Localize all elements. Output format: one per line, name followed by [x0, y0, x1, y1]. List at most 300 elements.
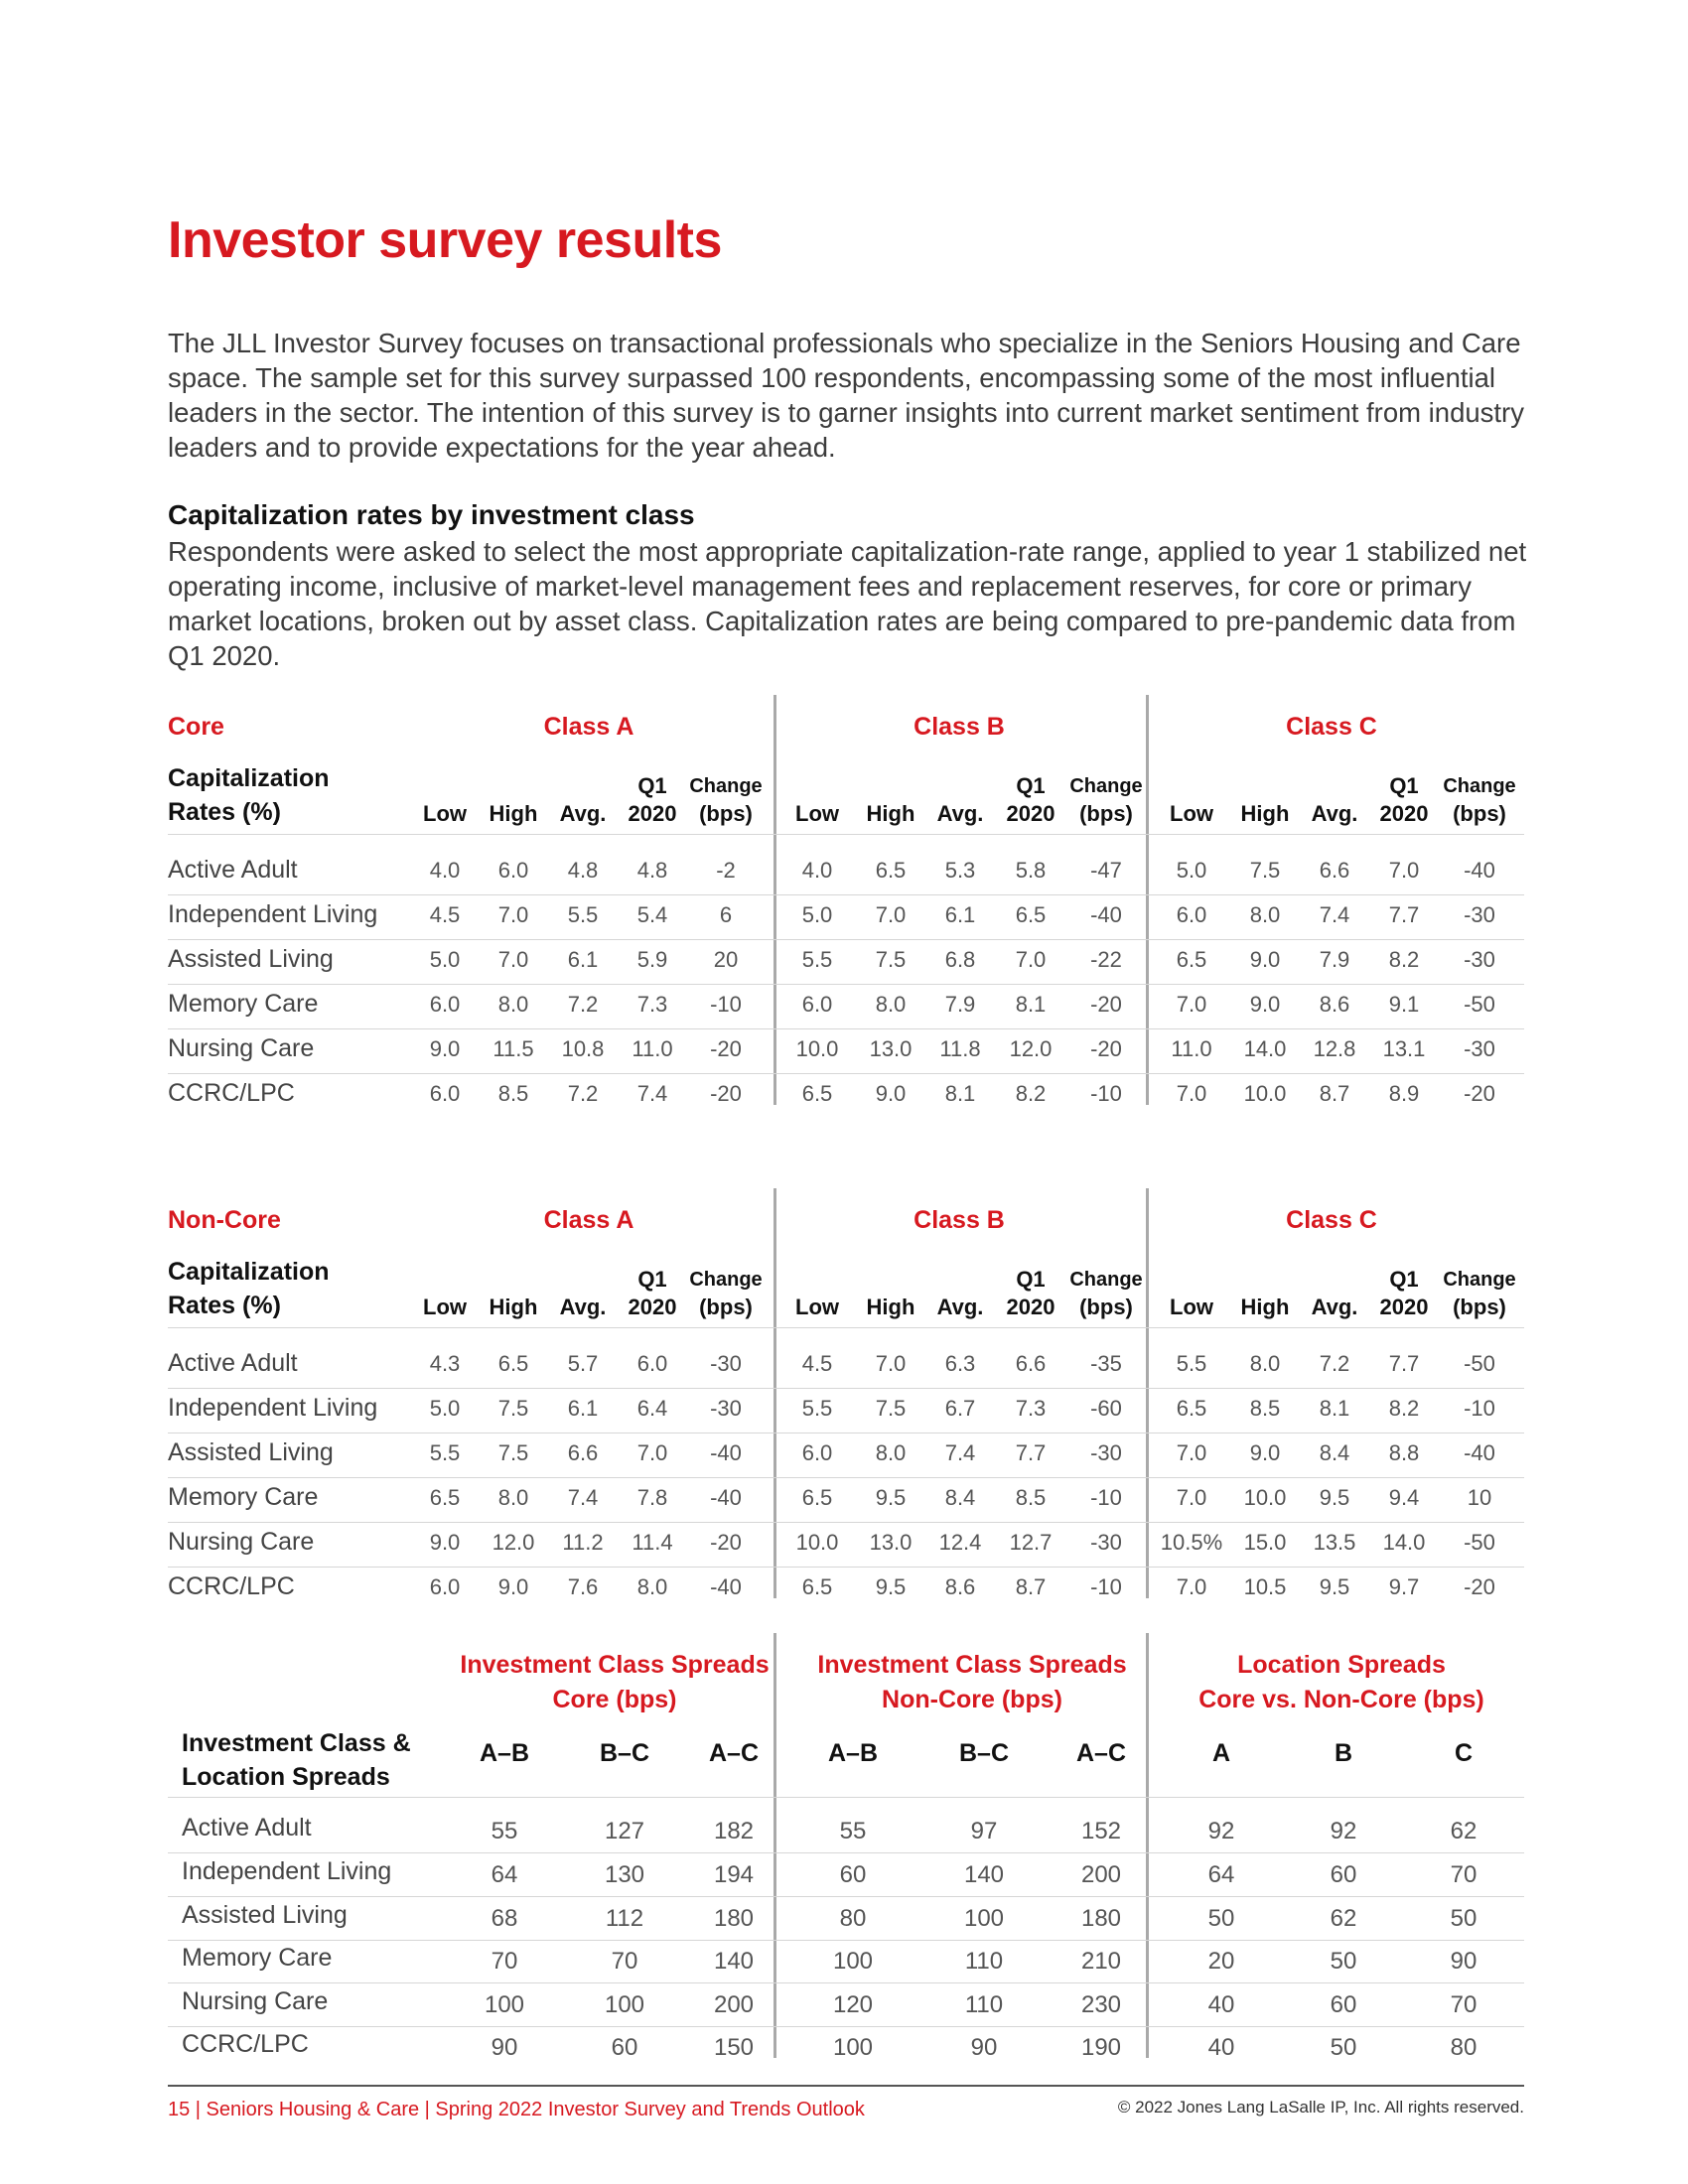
column-header: Q1	[637, 1267, 667, 1292]
table-cell: 7.0	[497, 902, 529, 927]
table-cell: -20	[1464, 1574, 1495, 1599]
class-title: Class B	[914, 1206, 1005, 1234]
row-divider	[168, 1477, 1524, 1478]
table-cell: 70	[491, 1948, 518, 1975]
table-cell: 12.7	[1009, 1530, 1053, 1555]
column-header: A–C	[708, 1739, 759, 1767]
table-cell: 6.5	[497, 1351, 529, 1376]
table-cell: 6.0	[429, 1081, 461, 1106]
column-header: B–C	[958, 1739, 1009, 1767]
table-cell: 68	[491, 1905, 518, 1932]
table-cell: 7.7	[1388, 1351, 1420, 1376]
group-title: Location Spreads	[1237, 1651, 1446, 1679]
row-divider	[168, 1982, 1524, 1983]
table-cell: 9.0	[1249, 947, 1281, 972]
column-header: Low	[423, 1295, 467, 1319]
table-cell: 5.9	[636, 947, 668, 972]
table-cell: 6.1	[944, 902, 976, 927]
table-cell: 6.0	[801, 992, 833, 1017]
table-cell: 8.0	[1249, 1351, 1281, 1376]
table-cell: 6.6	[1319, 858, 1350, 883]
table-cell: -30	[1090, 1440, 1122, 1465]
table-cell: 8.0	[875, 1440, 907, 1465]
table-cell: -10	[1090, 1574, 1122, 1599]
row-header: Capitalization	[168, 764, 330, 792]
table-cell: 13.0	[869, 1036, 913, 1061]
row-divider	[168, 1522, 1524, 1523]
table-cell: 194	[713, 1861, 755, 1888]
table-cell: 14.0	[1382, 1530, 1426, 1555]
table-cell: 9.0	[429, 1530, 461, 1555]
table-cell: 7.0	[1176, 1485, 1207, 1510]
table-cell: 7.5	[875, 1396, 907, 1421]
table-cell: -2	[716, 858, 736, 883]
table-cell: 9.5	[1319, 1485, 1350, 1510]
table-cell: 64	[1207, 1861, 1235, 1888]
column-header: Change	[689, 775, 763, 797]
table-cell: 6.5	[1176, 1396, 1207, 1421]
table-cell: 70	[1450, 1861, 1477, 1888]
table-cell: 62	[1330, 1905, 1357, 1932]
column-header: Change	[1069, 775, 1143, 797]
table-cell: -10	[1090, 1081, 1122, 1106]
table-cell: 152	[1080, 1818, 1122, 1844]
table-cell: 12.4	[938, 1530, 982, 1555]
table-cell: 7.0	[1388, 858, 1420, 883]
row-header: Rates (%)	[168, 1292, 281, 1319]
table-cell: 8.5	[1249, 1396, 1281, 1421]
column-header: 2020	[1379, 801, 1429, 826]
table-cell: 12.0	[492, 1530, 535, 1555]
column-header: Avg.	[559, 801, 607, 826]
column-header: Avg.	[936, 801, 984, 826]
column-header: 2020	[628, 1295, 677, 1319]
header-divider	[168, 1327, 1524, 1328]
section-description: Respondents were asked to select the most appropriate capitalization-rate range, applied to year 1 stabilized net operating income, inclusive of market-level management fees and replacement reserves, for core or primary market locations, broken out by asset class. Capitalization rates are being compared to pre-pandemic data from Q1 2020.	[168, 536, 1527, 671]
table-cell: -20	[710, 1081, 742, 1106]
row-header: Rates (%)	[168, 798, 281, 826]
table-cell: 8.5	[497, 1081, 529, 1106]
table-cell: 8.2	[1388, 947, 1420, 972]
table-cell: 6	[719, 902, 733, 927]
table-cell: 7.0	[1176, 1081, 1207, 1106]
table-row	[168, 1528, 1524, 1568]
non-core-cap-rate-table	[168, 1188, 1524, 1605]
column-header: Change	[1443, 1269, 1516, 1291]
table-cell: 6.0	[1176, 902, 1207, 927]
table-cell: 4.8	[567, 858, 599, 883]
table-cell: -60	[1090, 1396, 1122, 1421]
column-header: High	[1240, 1295, 1290, 1319]
table-cell: 4.0	[801, 858, 833, 883]
row-divider	[168, 1852, 1524, 1853]
table-cell: -10	[710, 992, 742, 1017]
table-cell: 6.5	[1176, 947, 1207, 972]
spreads-table	[168, 1633, 1524, 2065]
table-cell: 92	[1330, 1818, 1357, 1844]
table-cell: -50	[1464, 992, 1495, 1017]
table-cell: 6.5	[801, 1574, 833, 1599]
table-cell: 6.0	[497, 858, 529, 883]
table-cell: -10	[1090, 1485, 1122, 1510]
row-label: Assisted Living	[168, 945, 334, 973]
table-cell: 13.5	[1313, 1530, 1356, 1555]
table-cell: 20	[1207, 1948, 1235, 1975]
table-cell: 4.5	[801, 1351, 833, 1376]
row-label: Nursing Care	[168, 1528, 315, 1556]
table-cell: -40	[710, 1574, 742, 1599]
table-cell: 8.4	[1319, 1440, 1350, 1465]
row-label: Nursing Care	[168, 1034, 315, 1062]
column-header: Change	[1069, 1269, 1143, 1291]
row-divider	[168, 1940, 1524, 1941]
table-cell: 12.0	[1009, 1036, 1053, 1061]
table-cell: 6.5	[1015, 902, 1047, 927]
intro-paragraph: The JLL Investor Survey focuses on transactional professionals who specialize in the Seniors Housing and Care space. The sample set for this survey surpassed 100 respondents, encompassing some of the most influential leaders in the sector. The intention of this survey is to garner insights into current market sentiment from industry leaders and to provide expectations for the year ahead.	[168, 328, 1524, 463]
table-cell: 6.0	[429, 1574, 461, 1599]
table-cell: 97	[970, 1818, 998, 1844]
table-cell: 70	[611, 1948, 638, 1975]
table-cell: 6.4	[636, 1396, 668, 1421]
table-cell: 5.0	[1176, 858, 1207, 883]
core-cap-rate-table	[168, 695, 1524, 1112]
column-header: (bps)	[1453, 1295, 1506, 1319]
table-cell: 7.0	[1176, 992, 1207, 1017]
table-cell: 60	[1330, 1861, 1357, 1888]
table-cell: 7.7	[1388, 902, 1420, 927]
table-cell: -40	[1090, 902, 1122, 927]
table-cell: 120	[832, 1991, 874, 2018]
group-title: Investment Class Spreads	[460, 1651, 770, 1679]
column-header: Q1	[1389, 1267, 1419, 1292]
table-cell: 10.0	[795, 1036, 839, 1061]
table-cell: -20	[1464, 1081, 1495, 1106]
table-cell: 9.0	[1249, 992, 1281, 1017]
table-row	[168, 1989, 1524, 2029]
footer-copyright: © 2022 Jones Lang LaSalle IP, Inc. All rights reserved.	[1117, 2098, 1524, 2116]
table-cell: 14.0	[1243, 1036, 1287, 1061]
table-cell: 8.5	[1015, 1485, 1047, 1510]
table-row	[168, 1034, 1524, 1074]
table-cell: 80	[1450, 2034, 1477, 2061]
table-cell: 60	[611, 2034, 638, 2061]
table-cell: 5.0	[429, 947, 461, 972]
table-cell: 8.1	[1015, 992, 1047, 1017]
table-cell: 15.0	[1243, 1530, 1287, 1555]
row-label: Assisted Living	[182, 1901, 348, 1929]
table-cell: 5.0	[801, 902, 833, 927]
footer-page-info: 15 | Seniors Housing & Care | Spring 2022 Investor Survey and Trends Outlook	[168, 2099, 865, 2120]
table-cell: 8.0	[497, 992, 529, 1017]
table-cell: 9.0	[497, 1574, 529, 1599]
table-cell: 7.0	[1176, 1440, 1207, 1465]
table-cell: 6.7	[944, 1396, 976, 1421]
table-cell: 7.2	[1319, 1351, 1350, 1376]
table-cell: 140	[713, 1948, 755, 1975]
table-cell: 4.5	[429, 902, 461, 927]
column-header: High	[1240, 801, 1290, 826]
table-cell: 70	[1450, 1991, 1477, 2018]
column-header: Avg.	[559, 1295, 607, 1319]
table-cell: 11.4	[632, 1530, 673, 1555]
table-cell: 7.0	[875, 1351, 907, 1376]
row-label: CCRC/LPC	[168, 1572, 295, 1600]
table-cell: 100	[963, 1905, 1005, 1932]
column-header: High	[866, 801, 915, 826]
table-cell: 6.5	[801, 1081, 833, 1106]
table-cell: 5.5	[1176, 1351, 1207, 1376]
table-cell: -40	[1464, 1440, 1495, 1465]
table-cell: 7.9	[1319, 947, 1350, 972]
table-cell: 11.0	[1171, 1036, 1212, 1061]
table-cell: 90	[970, 2034, 998, 2061]
table-cell: -30	[710, 1351, 742, 1376]
row-divider	[168, 1028, 1524, 1029]
table-cell: 100	[832, 1948, 874, 1975]
table-cell: 7.6	[567, 1574, 599, 1599]
table-row	[168, 900, 1524, 940]
column-header: Low	[1170, 1295, 1213, 1319]
table-cell: 7.2	[567, 992, 599, 1017]
row-label: CCRC/LPC	[182, 2030, 309, 2058]
column-header: Avg.	[936, 1295, 984, 1319]
table-cell: 7.3	[1015, 1396, 1047, 1421]
column-header: (bps)	[699, 801, 753, 826]
table-cell: -20	[1090, 1036, 1122, 1061]
row-divider	[168, 894, 1524, 895]
table-cell: 5.5	[567, 902, 599, 927]
table-cell: 8.7	[1015, 1574, 1047, 1599]
row-label: Active Adult	[182, 1814, 312, 1842]
row-header: Location Spreads	[182, 1763, 390, 1791]
column-header: Change	[689, 1269, 763, 1291]
row-label: Memory Care	[168, 990, 319, 1018]
table-cell: 100	[484, 1991, 525, 2018]
table-cell: 8.1	[944, 1081, 976, 1106]
table-row	[168, 856, 1524, 895]
header-divider	[168, 834, 1524, 835]
header-divider	[168, 1797, 1524, 1798]
column-header: C	[1454, 1739, 1474, 1767]
column-header: B–C	[599, 1739, 649, 1767]
table-cell: 10	[1467, 1485, 1492, 1510]
table-cell: 100	[604, 1991, 645, 2018]
table-cell: 8.4	[944, 1485, 976, 1510]
table-cell: 127	[604, 1818, 645, 1844]
table-cell: 182	[713, 1818, 755, 1844]
table-cell: 10.5%	[1160, 1530, 1223, 1555]
table-cell: 64	[491, 1861, 518, 1888]
row-label: Independent Living	[168, 900, 378, 928]
table-cell: -30	[710, 1396, 742, 1421]
table-cell: 11.8	[939, 1036, 981, 1061]
table-cell: 40	[1207, 1991, 1235, 2018]
table-cell: 7.5	[497, 1440, 529, 1465]
table-cell: 180	[713, 1905, 755, 1932]
column-header: Low	[795, 1295, 839, 1319]
table-cell: 5.5	[801, 1396, 833, 1421]
column-header: Low	[423, 801, 467, 826]
footer-divider	[168, 2085, 1524, 2087]
row-divider	[168, 2026, 1524, 2027]
column-header: Q1	[1016, 773, 1046, 798]
table-cell: 50	[1330, 2034, 1357, 2061]
table-cell: 8.0	[875, 992, 907, 1017]
row-divider	[168, 1388, 1524, 1389]
table-cell: 7.9	[944, 992, 976, 1017]
table-cell: 7.0	[636, 1440, 668, 1465]
table-cell: 8.6	[944, 1574, 976, 1599]
table-cell: 9.0	[429, 1036, 461, 1061]
column-header: (bps)	[1079, 1295, 1133, 1319]
table-cell: 5.0	[429, 1396, 461, 1421]
column-header: (bps)	[699, 1295, 753, 1319]
table-cell: 12.8	[1313, 1036, 1356, 1061]
table-cell: 110	[964, 1991, 1004, 2018]
table-cell: 130	[604, 1861, 645, 1888]
table-cell: 90	[1450, 1948, 1477, 1975]
table-row	[168, 1946, 1524, 1985]
table-cell: 10.0	[1243, 1081, 1287, 1106]
table-cell: 9.1	[1388, 992, 1420, 1017]
table-cell: 7.8	[636, 1485, 668, 1510]
table-cell: 6.6	[1015, 1351, 1047, 1376]
table-cell: 140	[963, 1861, 1005, 1888]
table-cell: 9.5	[875, 1574, 907, 1599]
column-header: High	[489, 801, 538, 826]
column-header: A–B	[827, 1739, 878, 1767]
table-cell: -30	[1464, 902, 1495, 927]
table-cell: 8.0	[497, 1485, 529, 1510]
table-cell: 10.0	[795, 1530, 839, 1555]
column-header: Q1	[637, 773, 667, 798]
table-cell: 92	[1207, 1818, 1235, 1844]
table-cell: 6.1	[567, 1396, 599, 1421]
table-cell: 7.4	[944, 1440, 976, 1465]
table-cell: 210	[1080, 1948, 1122, 1975]
table-cell: 7.5	[1249, 858, 1281, 883]
table-cell: 6.1	[567, 947, 599, 972]
class-title: Class A	[543, 1206, 634, 1234]
table-cell: 5.3	[944, 858, 976, 883]
table-cell: 8.9	[1388, 1081, 1420, 1106]
table-cell: 7.4	[1319, 902, 1350, 927]
table-row	[168, 1816, 1524, 1855]
table-cell: 7.3	[636, 992, 668, 1017]
table-cell: 7.0	[1015, 947, 1047, 972]
table-cell: 13.0	[869, 1530, 913, 1555]
table-cell: 6.0	[429, 992, 461, 1017]
table-cell: 200	[713, 1991, 755, 2018]
row-divider	[168, 984, 1524, 985]
table-cell: 7.2	[567, 1081, 599, 1106]
class-title: Class C	[1286, 713, 1377, 741]
column-header: Q1	[1389, 773, 1419, 798]
table-cell: 9.0	[1249, 1440, 1281, 1465]
column-header: A–B	[479, 1739, 529, 1767]
table-cell: 9.0	[875, 1081, 907, 1106]
table-cell: 20	[713, 947, 739, 972]
table-cell: 10.5	[1243, 1574, 1287, 1599]
row-label: Memory Care	[182, 1944, 333, 1972]
table-cell: 7.4	[567, 1485, 599, 1510]
table-cell: 6.0	[801, 1440, 833, 1465]
table-cell: -50	[1464, 1351, 1495, 1376]
table-row	[168, 1903, 1524, 1943]
segment-label: Non-Core	[168, 1206, 281, 1234]
column-header: 2020	[1006, 1295, 1055, 1319]
table-cell: 10.0	[1243, 1485, 1287, 1510]
table-cell: -20	[1090, 992, 1122, 1017]
row-label: Assisted Living	[168, 1438, 334, 1466]
table-cell: 11.5	[492, 1036, 534, 1061]
column-header: Change	[1443, 775, 1516, 797]
table-cell: 8.7	[1319, 1081, 1350, 1106]
table-cell: -47	[1090, 858, 1122, 883]
table-cell: 6.0	[636, 1351, 668, 1376]
column-header: Avg.	[1311, 1295, 1358, 1319]
column-header: (bps)	[1079, 801, 1133, 826]
table-cell: 11.0	[632, 1036, 673, 1061]
class-title: Class A	[543, 713, 634, 741]
table-cell: 9.5	[875, 1485, 907, 1510]
table-cell: 5.4	[636, 902, 668, 927]
column-header: 2020	[628, 801, 677, 826]
column-header: High	[489, 1295, 538, 1319]
table-cell: 55	[839, 1818, 867, 1844]
table-cell: -40	[710, 1485, 742, 1510]
table-cell: 50	[1450, 1905, 1477, 1932]
table-cell: 6.6	[567, 1440, 599, 1465]
table-cell: 4.0	[429, 858, 461, 883]
table-row	[168, 1859, 1524, 1899]
table-row	[168, 990, 1524, 1029]
row-label: Active Adult	[168, 1349, 298, 1377]
page-title: Investor survey results	[168, 211, 722, 269]
table-cell: 7.7	[1015, 1440, 1047, 1465]
table-cell: -40	[1464, 858, 1495, 883]
group-title: Core (bps)	[552, 1686, 677, 1713]
table-cell: 8.6	[1319, 992, 1350, 1017]
table-cell: 8.0	[1249, 902, 1281, 927]
column-header: 2020	[1006, 801, 1055, 826]
column-header: Q1	[1016, 1267, 1046, 1292]
table-cell: 5.5	[429, 1440, 461, 1465]
column-header: A	[1211, 1739, 1231, 1767]
row-label: Independent Living	[168, 1394, 378, 1422]
row-header: Investment Class &	[182, 1729, 411, 1757]
table-row	[168, 1483, 1524, 1523]
table-cell: 150	[713, 2034, 755, 2061]
table-cell: 11.2	[562, 1530, 604, 1555]
row-divider	[168, 1073, 1524, 1074]
table-cell: 100	[832, 2034, 874, 2061]
table-cell: 180	[1080, 1905, 1122, 1932]
table-cell: 230	[1080, 1991, 1122, 2018]
table-cell: 50	[1207, 1905, 1235, 1932]
table-cell: -40	[710, 1440, 742, 1465]
row-label: Active Adult	[168, 856, 298, 884]
table-cell: -22	[1090, 947, 1122, 972]
table-cell: 6.5	[801, 1485, 833, 1510]
table-cell: 110	[964, 1948, 1004, 1975]
row-label: Memory Care	[168, 1483, 319, 1511]
table-row	[168, 1572, 1524, 1612]
table-cell: 7.0	[1176, 1574, 1207, 1599]
row-label: Nursing Care	[182, 1987, 329, 2015]
table-row	[168, 1349, 1524, 1389]
segment-label: Core	[168, 713, 224, 741]
